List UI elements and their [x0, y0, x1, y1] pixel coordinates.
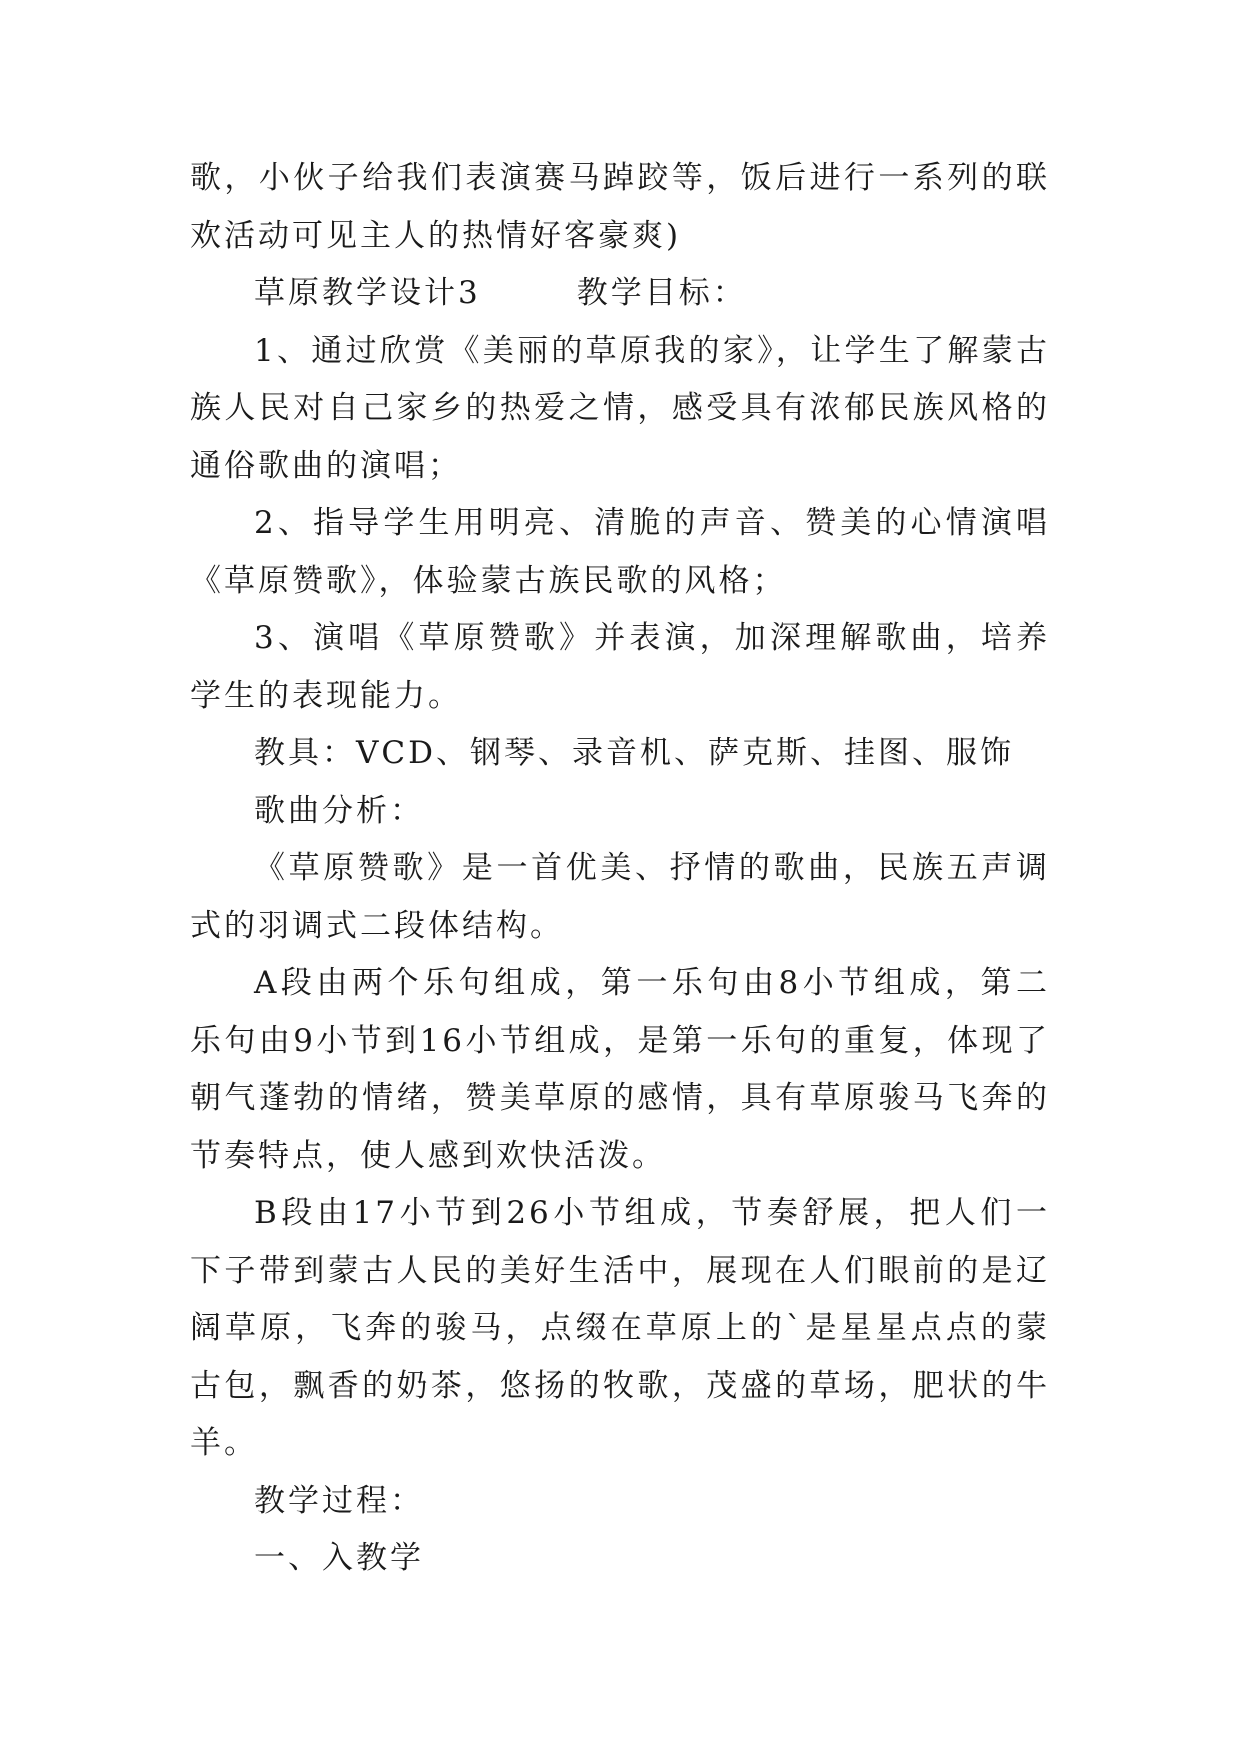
teaching-step-1: 一、入教学: [254, 1540, 424, 1576]
paragraph-continuation: 歌，小伙子给我们表演赛马踔跤等，饭后进行一系列的联欢活动可见主人的热情好客豪爽): [190, 160, 1050, 254]
section-heading-line: [190, 265, 1050, 323]
section-subtitle: 教学目标：: [576, 275, 747, 311]
section-a-analysis: A段由两个乐句组成，第一乐句由8小节组成，第二乐句由9小节到16小节组成，是第一乐句的重复，体现了朝气蓬勃的情绪，赞美草原的感情，具有草原骏马飞奔的节奏特点，使人感到欢快活泼。: [190, 965, 1050, 1174]
objective-1: 1、通过欣赏《美丽的草原我的家》，让学生了解蒙古族人民对自己家乡的热爱之情，感受具有浓郁民族风格的通俗歌曲的演唱；: [190, 332, 1050, 484]
song-analysis-heading: 歌曲分析：: [254, 792, 424, 829]
song-analysis-intro: 《草原赞歌》是一首优美、抒情的歌曲，民族五声调式的羽调式二段体结构。: [190, 850, 1050, 944]
teaching-aids: 教具：VCD、钢琴、录音机、萨克斯、挂图、服饰: [254, 735, 1014, 771]
objective-3: 3、演唱《草原赞歌》并表演，加深理解歌曲，培养学生的表现能力。: [190, 620, 1050, 714]
section-title: 草原教学设计3: [254, 275, 481, 311]
document-body: [190, 150, 1050, 1588]
section-b-analysis: B段由17小节到26小节组成，节奏舒展，把人们一下子带到蒙古人民的美好生活中，展现在人们眼前的是辽阔草原，飞奔的骏马，点缀在草原上的`是星星点点的蒙古包，飘香的奶茶，悠扬的牧歌，茂盛的草场，肥状的牛羊。: [190, 1195, 1050, 1461]
objective-2: 2、指导学生用明亮、清脆的声音、赞美的心情演唱《草原赞歌》，体验蒙古族民歌的风格；: [190, 505, 1050, 599]
teaching-process-heading: 教学过程：: [254, 1482, 424, 1519]
